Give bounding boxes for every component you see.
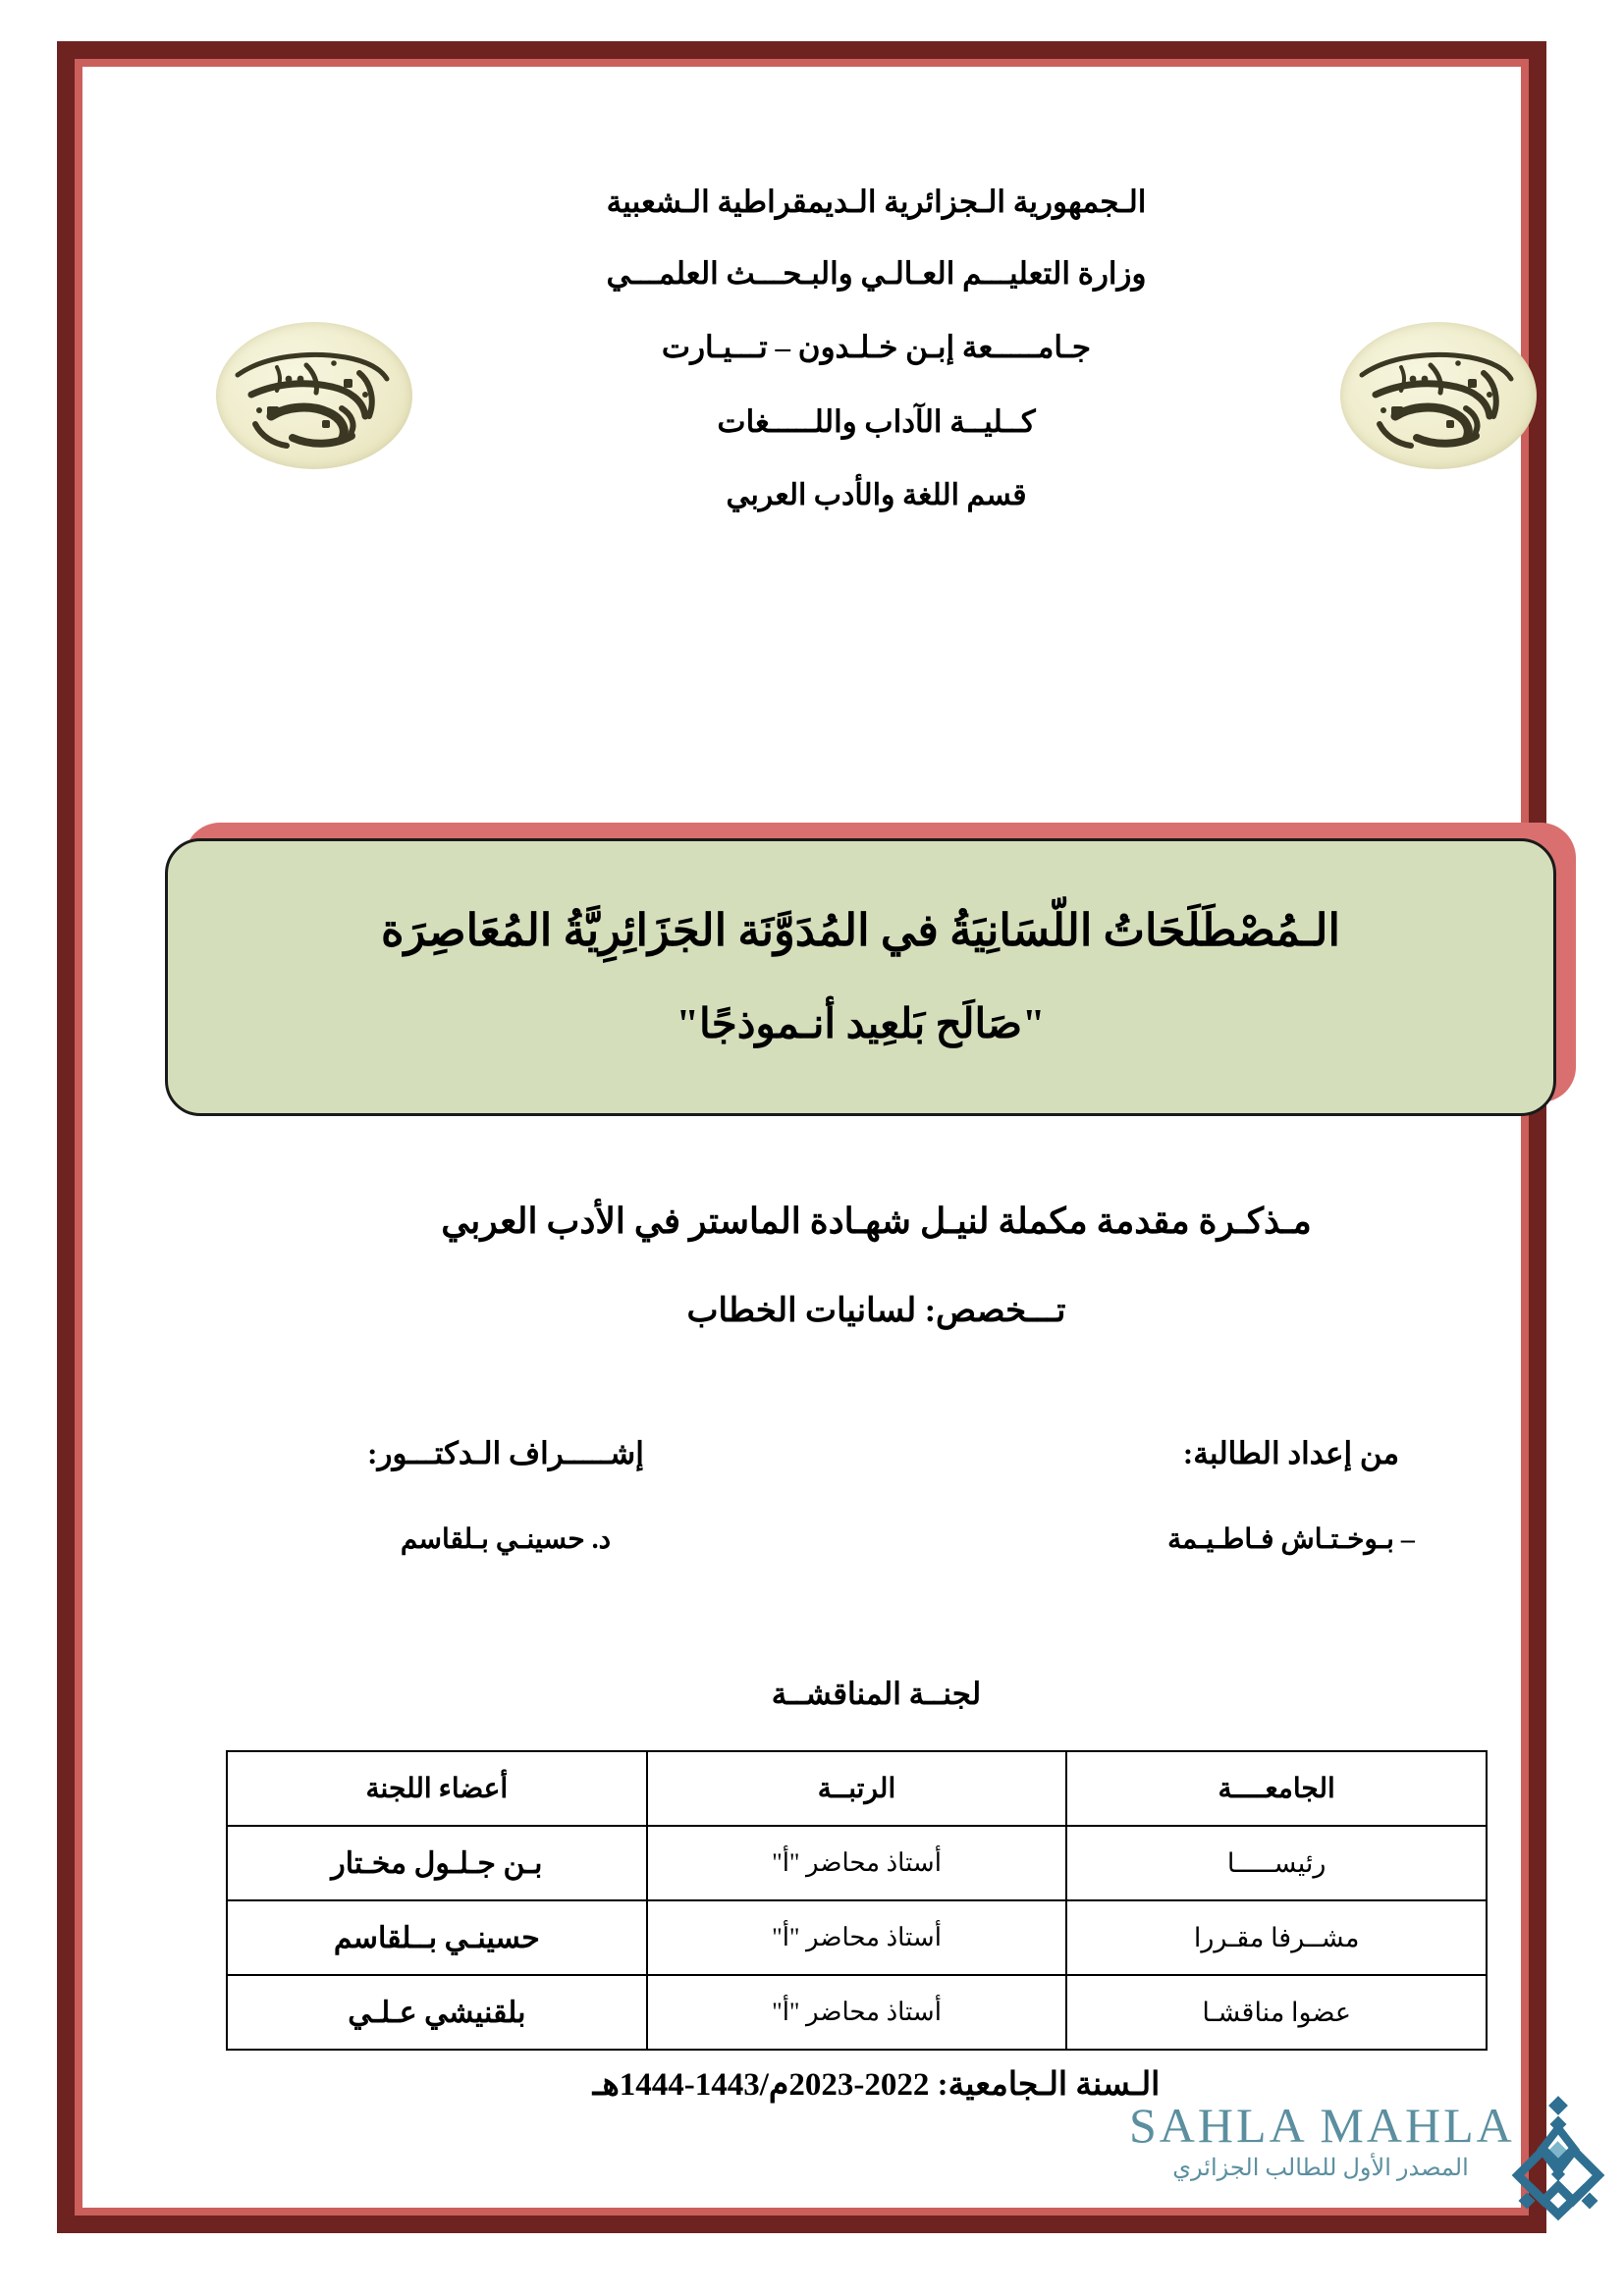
column-header-university: الجامعــــة (1066, 1751, 1487, 1826)
jury-table (226, 1750, 1488, 2051)
table-row (227, 1900, 1487, 1975)
jury-rank-3: أستاذ محاضر "أ" (647, 1975, 1067, 2050)
watermark-brand-name: SAHLA MAHLA (1129, 2098, 1515, 2153)
table-header-row (227, 1751, 1487, 1826)
student-label: من إعداد الطالبة: (1182, 1436, 1400, 1470)
jury-heading: لجنــة المناقشــة (771, 1677, 982, 1711)
jury-role-1: رئيســـــا (1066, 1826, 1487, 1900)
header-line-faculty: كــليــة الآداب واللـــــغات (717, 403, 1036, 439)
university-seal-icon (1340, 322, 1537, 469)
jury-role-3: عضوا مناقشـا (1066, 1975, 1487, 2050)
header-line-department: قسم اللغة والأدب العربي (726, 478, 1027, 511)
table-row (227, 1826, 1487, 1900)
jury-rank-2: أستاذ محاضر "أ" (647, 1900, 1067, 1975)
jury-member-3: بلقنيشي عـلـي (227, 1975, 647, 2050)
specialization-line: تـــخصص: لسانيات الخطاب (686, 1293, 1066, 1329)
column-header-rank: الرتبــة (647, 1751, 1067, 1826)
jury-member-1: بـن جـلـول مخـتار (227, 1826, 647, 1900)
degree-line: مـذكـرة مقدمة مكملة لنيـل شهـادة الماستر في الأدب العربي (441, 1201, 1312, 1241)
jury-rank-1: أستاذ محاضر "أ" (647, 1826, 1067, 1900)
column-header-members: أعضاء اللجنة (227, 1751, 647, 1826)
student-name: – بـوخـتـاش فـاطـيـمة (1167, 1524, 1415, 1555)
thesis-title-plaque (165, 823, 1576, 1117)
academic-year: الـسنة الـجامعية: 2022-2023م/1443-1444هـ (592, 2067, 1161, 2103)
table-row (227, 1975, 1487, 2050)
header-line-university: جـامـــــعة إبـن خـلـدون – تـــيـارت (661, 330, 1092, 365)
university-logo-right (1340, 322, 1537, 469)
supervisor-label: إشـــــراف الـدكتـــور: (367, 1436, 644, 1470)
header-line-ministry: وزارة التعليـــم العـالـي والبـحـــث العلمـــي (606, 255, 1147, 291)
student-column (987, 1436, 1596, 1556)
header-line-republic: الـجمهورية الـجزائرية الـديمقراطية الـشعبية (606, 185, 1147, 219)
jury-member-2: حسينـي بــلقاسم (227, 1900, 647, 1975)
university-logo-left (216, 322, 412, 469)
supervisor-column (201, 1436, 810, 1556)
page-border-frame (57, 41, 1546, 2233)
cover-page-content (157, 126, 1596, 2266)
thesis-title-main: الـمُصْطَلَحَاتُ اللّسَانِيَةُ في المُدَوَّنَة الجَزَائِرِيَّةُ المُعَاصِرَة (381, 906, 1340, 956)
thesis-title-case-study: "صَالَح بَلعِيد أنـموذجًا" (676, 1002, 1046, 1048)
degree-statement (157, 1201, 1596, 1330)
watermark-tagline: المصدر الأول للطالب الجزائري (1172, 2156, 1469, 2181)
title-plaque-box (165, 838, 1556, 1116)
jury-role-2: مشــرفا مقـررا (1066, 1900, 1487, 1975)
supervisor-name: د. حسينـي بـلقاسم (400, 1524, 612, 1555)
university-seal-icon (216, 322, 412, 469)
author-supervisor-block (157, 1436, 1596, 1613)
